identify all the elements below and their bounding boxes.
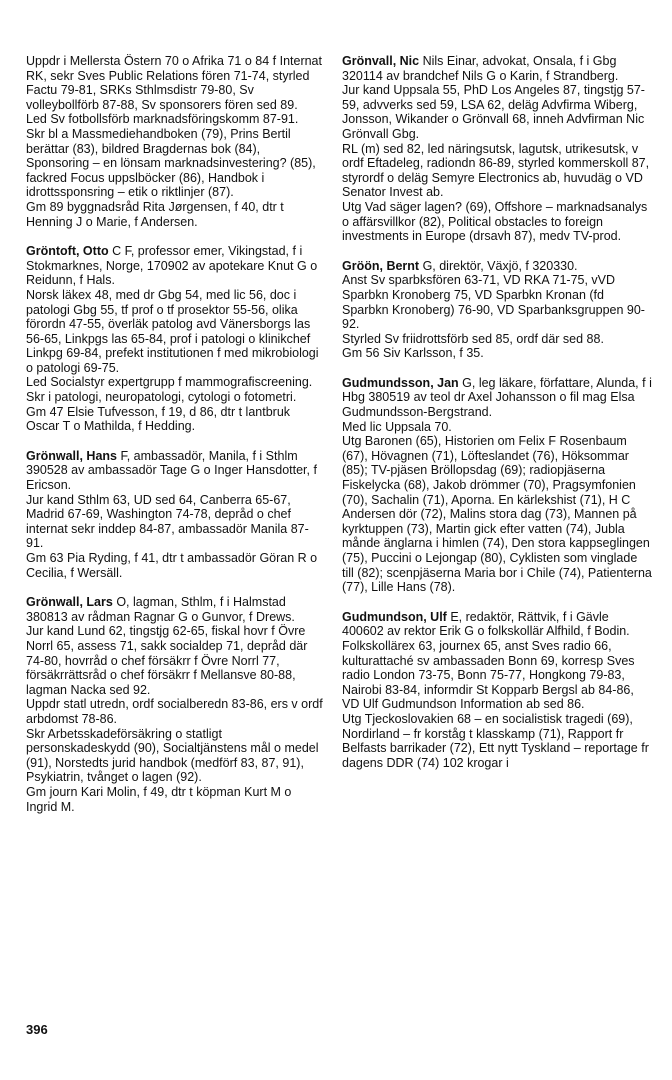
entry-paragraph: Norsk läkex 48, med dr Gbg 54, med lic 56, doc i patologi Gbg 55, tf prof o tf prosektor 55-56, olika förordn 47-55, överläk patolog avd Vänersborgs las 56-65, Linkpgs las 65-84, prof i patologi o klinikchef Linkpg 69-84, prefekt institutionen f med mikrobiologi o patologi 69-75. [26, 287, 319, 375]
entry-paragraph: Styrled Sv friidrottsförb sed 85, ordf där sed 88. [342, 331, 604, 346]
entry-intro: C F, professor emer, Vikingstad, f i Stokmarknes, Norge, 170902 av apotekare Knut G o Reidunn, f Hals. [26, 244, 318, 288]
entry-paragraph [26, 449, 326, 493]
entry-paragraph [26, 595, 326, 624]
biography-entry [342, 376, 652, 595]
entry-paragraph: Skr Arbetsskadeförsäkring o statligt personskadeskydd (90), Socialtjänstens mål o medel (91), Norstedts jurid handbok (medförf 83, 87, 91), Psykiatrin, tvånget o lagen (92). [26, 726, 319, 785]
entry-paragraph: Uppdr statl utredn, ordf socialberedn 83-86, ers v ordf arbdomst 78-86. [26, 697, 323, 726]
entry-paragraph: Skr bl a Massmediehandboken (79), Prins Bertil berättar (83), bildred Bragdernas bok (84), Sponsoring – en lönsam marknadsinvestering? (85), fackred Focus uppslböcker (86), Handbok i idrottssponsring – etik o riktlinjer (87). [26, 126, 316, 200]
entry-paragraph: Led Sv fotbollsförb marknadsföringskomm 87-91. [26, 112, 299, 127]
biography-entry [342, 610, 652, 771]
right-column [342, 54, 652, 785]
entry-paragraph [342, 259, 652, 274]
entry-name: Grönwall, Lars [26, 595, 113, 610]
entry-intro: E, redaktör, Rättvik, f i Gävle 400602 av rektor Erik G o folkskollär Alfhild, f Bodin. [342, 609, 630, 639]
entry-name: Gröön, Bernt [342, 258, 420, 273]
entry-paragraph: Folkskollärex 63, journex 65, anst Sves radio 66, kulturattaché sv ambassaden Bonn 69, korresp Sves radio London 73-75, Bonn 75-77, Hongkong 79-83, Nairobi 83-84, informdir St Kopparb Bergsl ab 84-86, VD Ulf Gudmundson Information ab sed 86. [342, 638, 635, 712]
page-number: 396 [26, 1022, 48, 1037]
left-column [26, 54, 326, 829]
entry-intro: O, lagman, Sthlm, f i Halmstad 380813 av rådman Ragnar G o Gunvor, f Drews. [26, 595, 295, 624]
entry-paragraph: Utg Vad säger lagen? (69), Offshore – marknadsanalys o affärsvillkor (82), Political obstacles to foreign investments in Europe (drsavh 87), medv TV-prod. [342, 199, 648, 244]
entry-name: Gröntoft, Otto [26, 244, 109, 259]
biography-entry [26, 244, 326, 434]
entry-paragraph: Gm 56 Siv Karlsson, f 35. [342, 346, 484, 361]
entry-name: Grönvall, Nic [342, 54, 420, 68]
entry-intro: F, ambassadör, Manila, f i Sthlm 390528 av ambassadör Tage G o Inger Hansdotter, f Ericson. [26, 448, 317, 493]
entry-paragraph: Gm 47 Elsie Tufvesson, f 19, d 86, dtr t lantbruk Oscar T o Mathilda, f Hedding. [26, 404, 291, 434]
entry-intro: G, leg läkare, författare, Alunda, f i Hbg 380519 av teol dr Axel Johansson o fil mag Elsa Gudmundsson-Bergstrand. [342, 375, 652, 420]
entry-paragraph: Utg Baronen (65), Historien om Felix F Rosenbaum (67), Hövagnen (71), Löfteslandet (76), Höksommar (85); TV-pjäsen Bröllopsdag (69); radiopjäserna Fiskelycka (68), Jakob drömmer (70), Pragsymfonien (70), Sachalin (71), Aporna. En kärlekshist (71), H C Andersen dör (72), Malins stora dag (73), Mannen på kyrktuppen (73), Martin gick efter vatten (74), Jubla månde änglarna i himlen (74), Den stora kappseglingen (75), Puccini o Lejongap (80), Cyklisten som vinglade till (82); scenpjäserna Maria bor i Chile (74), Patienterna (77), Lille Hans (78). [342, 434, 652, 595]
biography-entry [26, 54, 326, 229]
entry-name: Gudmundsson, Jan [342, 375, 459, 390]
entry-paragraph: Utg Tjeckoslovakien 68 – en socialistisk tragedi (69), Nordirland – fr korståg t klasskamp (71), Rapport fr Belfasts barrikader (72), Ett nytt Tyskland – reportage fr dagens DDR (74) 102 krogar i [342, 711, 649, 770]
entry-paragraph: Gm 63 Pia Ryding, f 41, dtr t ambassadör Göran R o Cecilia, f Wersäll. [26, 551, 318, 580]
entry-paragraph: Jur kand Uppsala 55, PhD Los Angeles 87, tingstjg 57-59, advverks sed 59, LSA 62, deläg Advfirma Wiberg, Jonsson, Wikander o Grönvall 68, inneh Advfirman Nic Grönvall Gbg. [342, 83, 645, 141]
entry-paragraph: RL (m) sed 82, led näringsutsk, lagutsk, utrikesutsk, v ordf Eftadeleg, radiondn 86-89, styrled kommerskoll 87, styrordf o deläg Semyre Electronics ab, huvudäg o VD Senator Invest ab. [342, 141, 650, 200]
entry-paragraph: Gm 89 byggnadsråd Rita Jørgensen, f 40, dtr t Henning J o Marie, f Andersen. [26, 199, 284, 229]
entry-intro: Nils Einar, advokat, Onsala, f i Gbg 320114 av brandchef Nils G o Karin, f Strandberg. [342, 54, 619, 83]
entry-paragraph: Jur kand Lund 62, tingstjg 62-65, fiskal hovr f Övre Norrl 65, assess 71, sakk socialdep 71, depråd där 74-80, hovrråd o chef försäkrr f Övre Norrl 77, försäkrrättsråd o chef försäkrr f Mellansve 80-88, lagman Nacka sed 92. [26, 624, 308, 697]
entry-name: Gudmundson, Ulf [342, 609, 447, 624]
entry-intro: G, direktör, Växjö, f 320330. [419, 258, 578, 273]
entry-paragraph [26, 244, 326, 288]
biography-entry [342, 54, 652, 244]
entry-paragraph: Jur kand Sthlm 63, UD sed 64, Canberra 65-67, Madrid 67-69, Washington 74-78, depråd o chef internat sekr inddep 84-87, ambassadör Manila 87-91. [26, 492, 309, 551]
biography-entry [342, 259, 652, 361]
entry-paragraph: Gm journ Kari Molin, f 49, dtr t köpman Kurt M o Ingrid M. [26, 784, 292, 814]
biography-entry [26, 449, 326, 580]
entry-name: Grönwall, Hans [26, 448, 117, 463]
entry-paragraph [342, 610, 652, 639]
entry-paragraph: Led Socialstyr expertgrupp f mammografiscreening. [26, 375, 313, 390]
entry-paragraph: Med lic Uppsala 70. [342, 419, 452, 434]
biography-entry [26, 595, 326, 814]
entry-paragraph [342, 54, 652, 83]
entry-paragraph: Anst Sv sparbksfören 63-71, VD RKA 71-75, vVD Sparbkn Kronoberg 75, VD Sparbkn Kronan (fd Sparbkn Kronoberg) 76-90, VD Sparbanksgruppen 90-92. [342, 273, 645, 332]
entry-paragraph [342, 376, 652, 420]
entry-paragraph: Uppdr i Mellersta Östern 70 o Afrika 71 o 84 f Internat RK, sekr Sves Public Relations fören 71-74, styrled Factu 79-81, SRKs Sthlmsdistr 79-80, Sv volleybollförb 87-88, Sv sponsorers fören sed 89. [26, 54, 322, 112]
entry-paragraph: Skr i patologi, neuropatologi, cytologi o fotometri. [26, 390, 297, 405]
